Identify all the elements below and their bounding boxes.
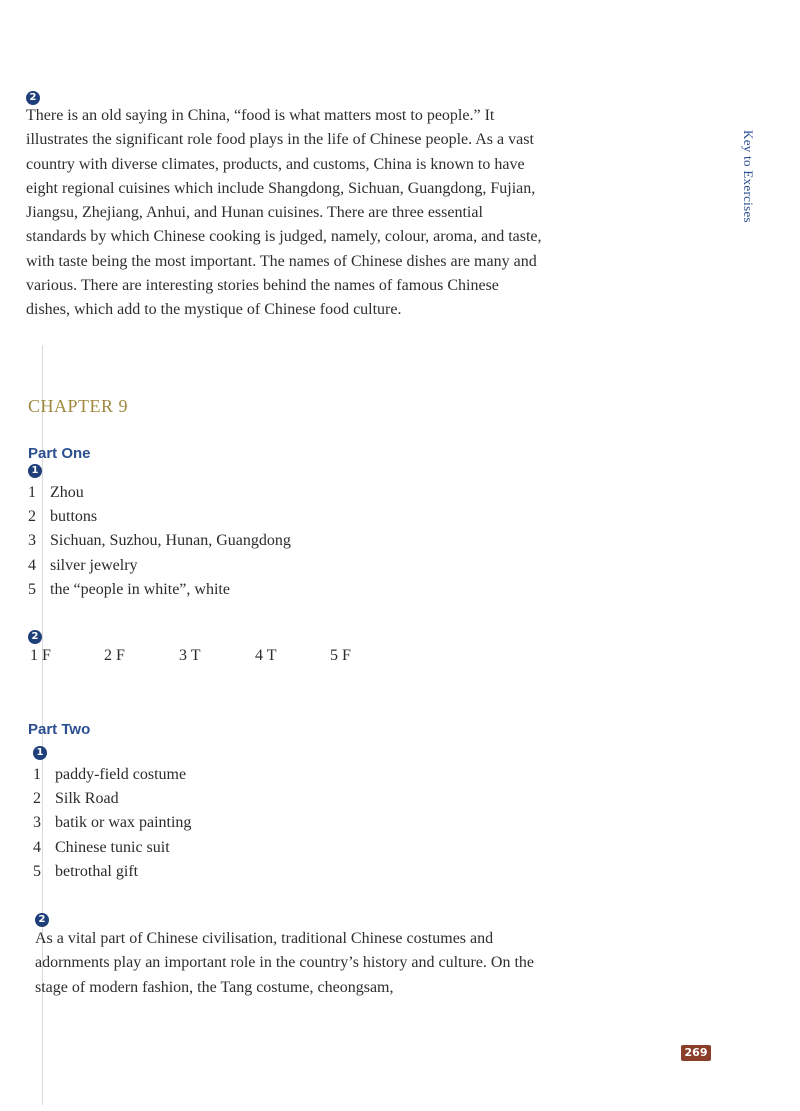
true-false-answer: 1 F — [30, 647, 51, 664]
list-item: 2 buttons — [28, 508, 98, 526]
exercise-number-badge: 2 — [35, 913, 49, 927]
answer-list — [28, 481, 291, 602]
exercise-number-badge: 1 — [33, 746, 47, 760]
list-item: 2 Silk Road — [33, 790, 119, 808]
true-false-answer: 2 F — [104, 647, 125, 664]
list-item: 1 Zhou — [28, 484, 84, 501]
exercise-number-badge: 2 — [28, 630, 42, 644]
part-two-heading: Part Two — [28, 721, 91, 738]
answer-paragraph: There is an old saying in China, “food is what matters most to people.” It illustrates the significant role food plays in the life of Chinese people. As a vast country with diverse climates, products, and customs, China is known to have eight regional cuisines which include Shangdong, Sichuan, Guangdong, Fujian, Jiangsu, Zhejiang, Anhui, and Hunan cuisines. There are three essential standards by which Chinese cooking is judged, namely, colour, aroma, and taste, with taste being the most important. The names of Chinese dishes are many and various. There are interesting stories behind the names of famous Chinese dishes, which add to the mystique of Chinese food culture. — [26, 107, 542, 319]
answer-list — [33, 763, 191, 884]
section-side-label: Key to Exercises — [741, 130, 756, 223]
list-item: 3 Sichuan, Suzhou, Hunan, Guangdong — [28, 532, 291, 550]
true-false-answer: 3 T — [179, 647, 201, 664]
true-false-answer: 5 F — [330, 647, 351, 664]
answer-paragraph: As a vital part of Chinese civilisation, traditional Chinese costumes and adornments play an important role in the country’s history and culture. On the stage of modern fashion, the Tang costume, cheongsam, — [35, 930, 534, 996]
list-item: 3 batik or wax painting — [33, 814, 192, 832]
exercise-number-badge: 2 — [26, 91, 40, 105]
part-one-heading: Part One — [28, 445, 91, 462]
list-item: 4 Chinese tunic suit — [33, 838, 170, 856]
true-false-answer: 4 T — [255, 647, 277, 664]
chapter-heading: CHAPTER 9 — [28, 396, 129, 416]
list-item: 5 the “people in white”, white — [28, 580, 230, 598]
list-item: 4 silver jewelry — [28, 556, 138, 574]
list-item: 1 paddy-field costume — [33, 766, 187, 783]
exercise-number-badge: 1 — [28, 464, 42, 478]
page-number: 269 — [681, 1045, 711, 1061]
list-item: 5 betrothal gift — [33, 862, 139, 880]
